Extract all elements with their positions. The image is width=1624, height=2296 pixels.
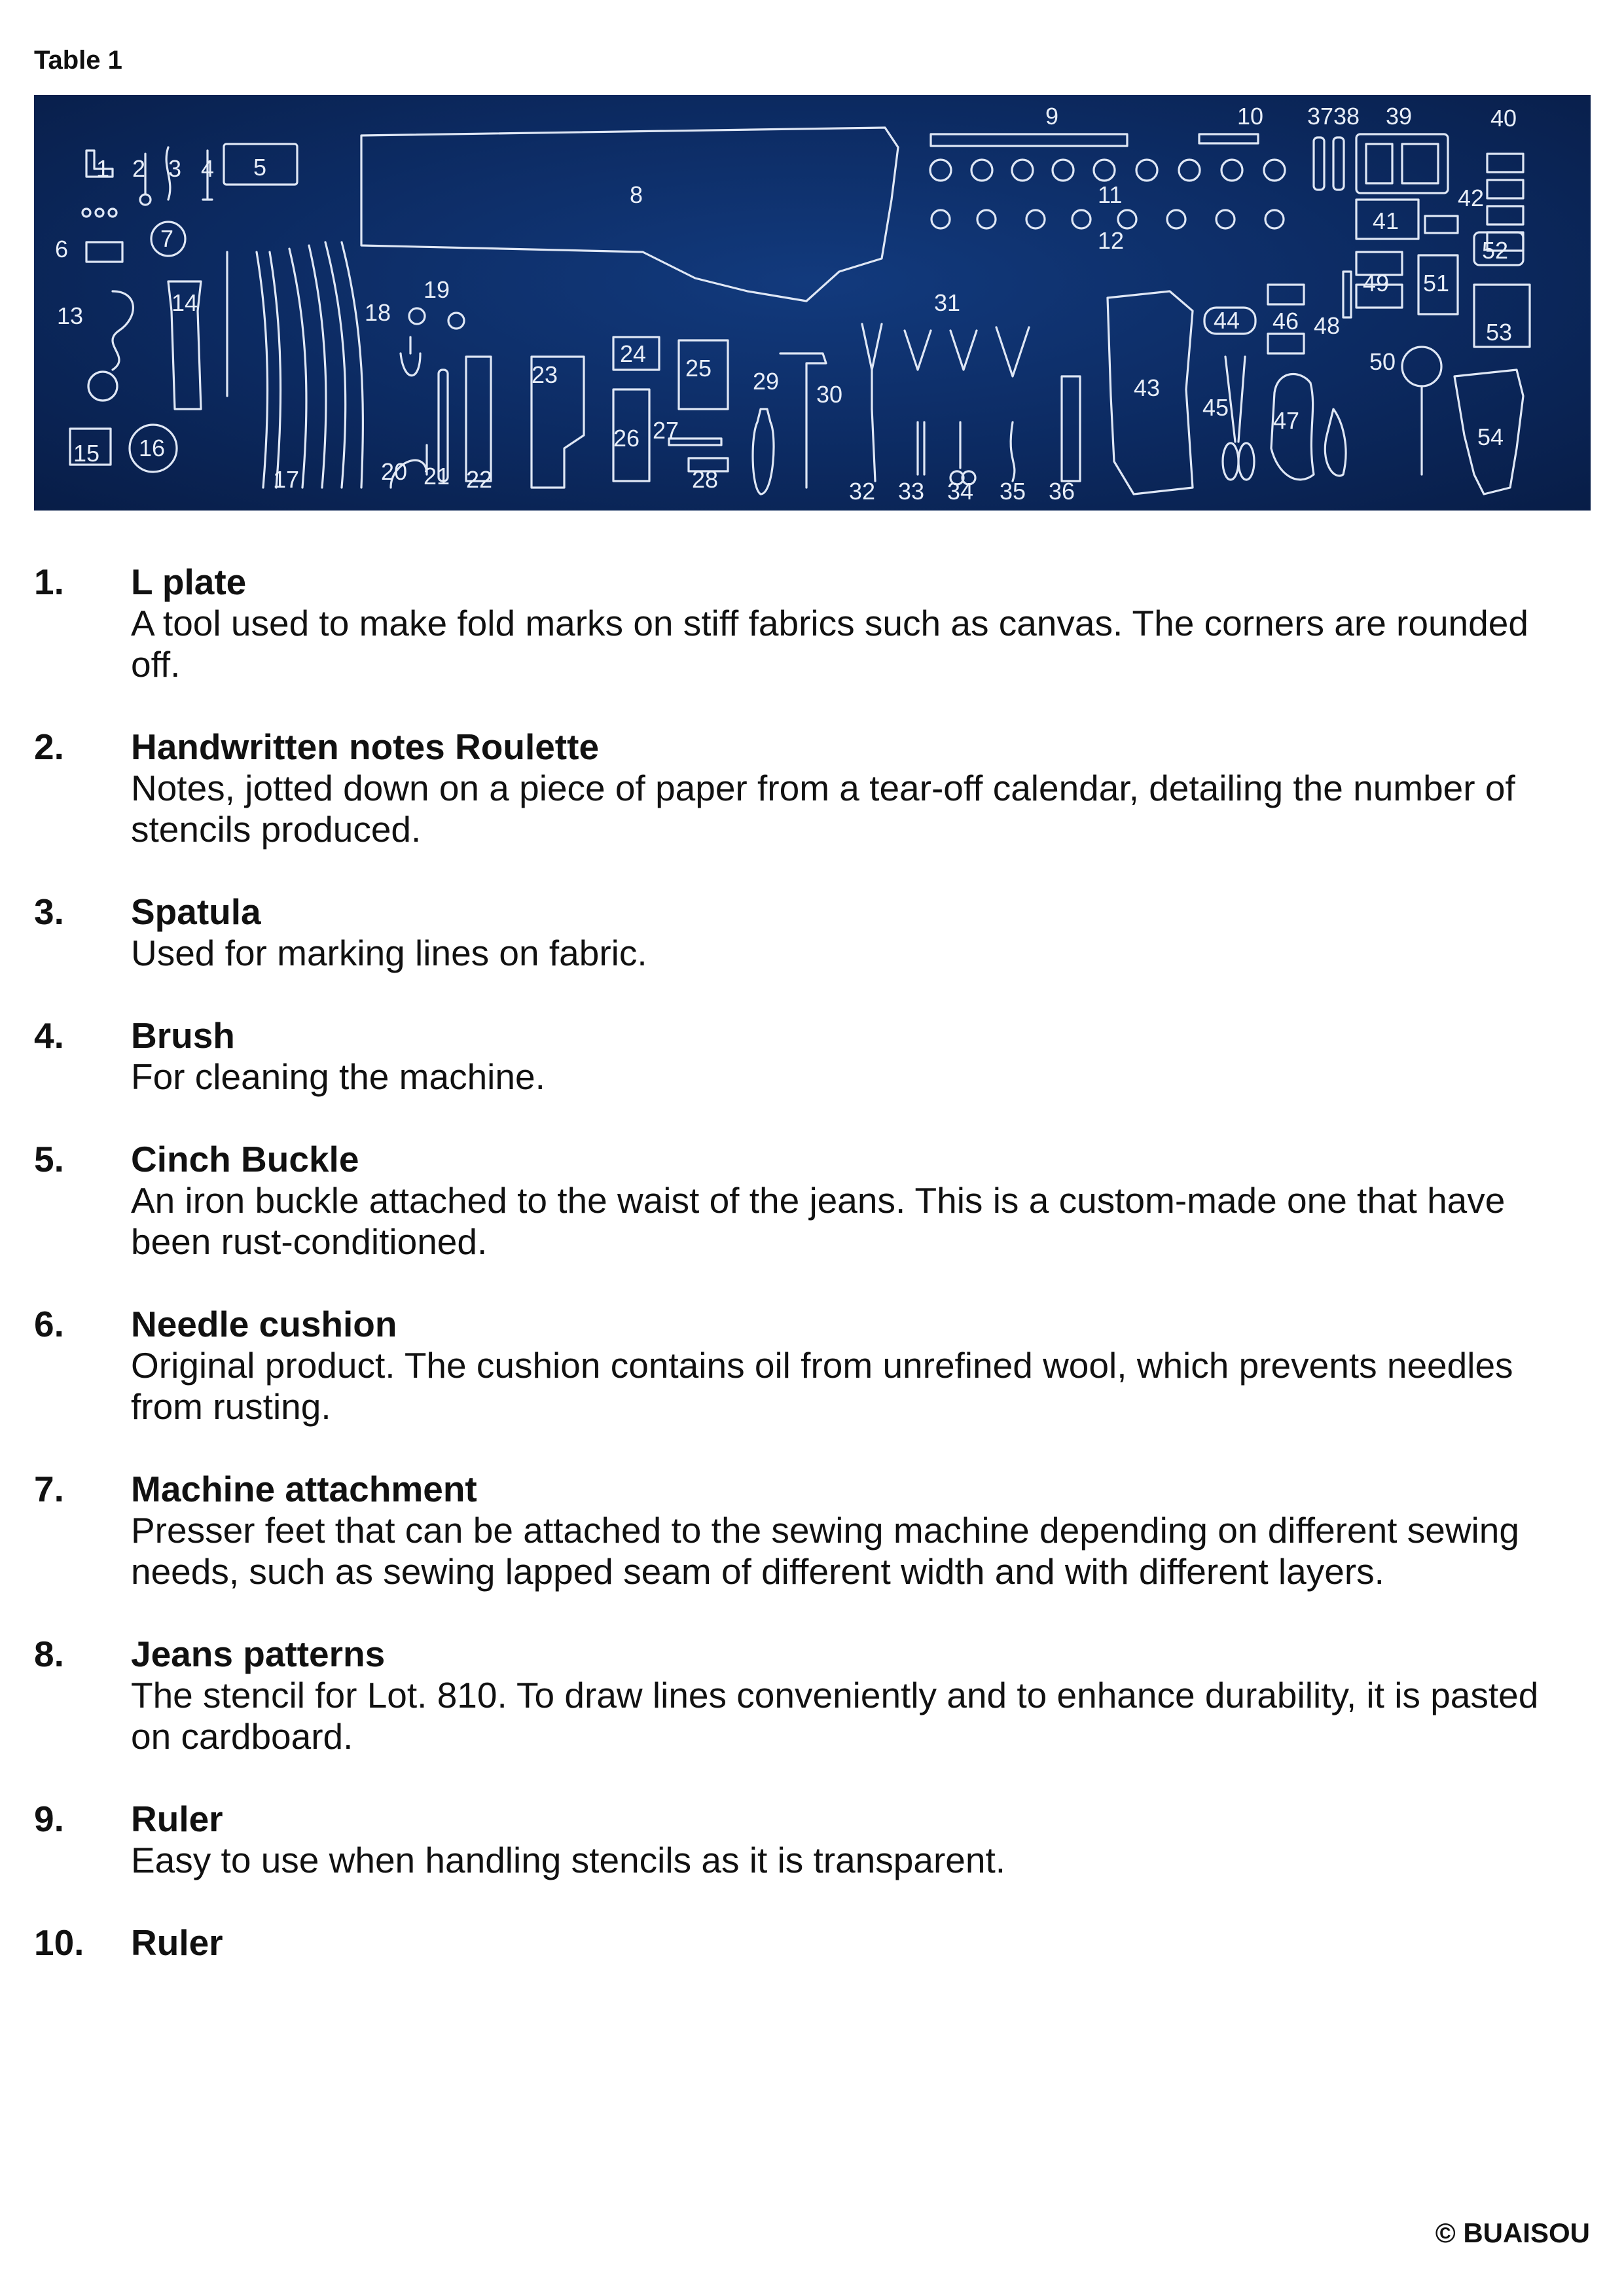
list-item: [34, 1469, 1559, 1592]
figure-label: 40: [1490, 105, 1517, 132]
figure-label: 43: [1134, 374, 1161, 401]
item-number: 4.: [34, 1015, 64, 1056]
tools-outline-drawing: [34, 95, 1591, 511]
figure-label: 25: [685, 355, 712, 382]
item-title: Jeans patterns: [131, 1634, 386, 1674]
figure-label: 29: [753, 368, 780, 395]
figure-label: 31: [934, 289, 961, 316]
figure-label: 6: [55, 236, 69, 262]
figure-label: 32: [849, 478, 876, 505]
figure-label: 23: [532, 361, 558, 388]
item-description: The stencil for Lot. 810. To draw lines conveniently and to enhance durability, it is pasted on cardboard.: [131, 1675, 1539, 1757]
item-number: 7.: [34, 1469, 64, 1509]
figure-label: 33: [898, 478, 925, 505]
figure-label: 37: [1307, 103, 1334, 130]
list-item: [34, 891, 1559, 974]
figure-label: 22: [466, 466, 493, 493]
figure-label: 9: [1045, 103, 1059, 130]
list-item: [34, 1799, 1559, 1881]
figure-label: 45: [1202, 394, 1229, 421]
item-description: An iron buckle attached to the waist of the jeans. This is a custom-made one that have been rust-conditioned.: [131, 1180, 1506, 1262]
item-number: 10.: [34, 1922, 84, 1963]
figure-label: 44: [1214, 307, 1240, 334]
item-number: 6.: [34, 1304, 64, 1344]
item-number: 2.: [34, 726, 64, 767]
item-title: L plate: [131, 562, 247, 602]
figure-label: 51: [1423, 270, 1450, 296]
figure-label: 15: [73, 440, 100, 467]
item-description: Used for marking lines on fabric.: [131, 933, 647, 973]
figure-label: 41: [1373, 207, 1399, 234]
figure-label: 42: [1458, 185, 1485, 211]
figure-label: 21: [424, 463, 450, 490]
list-item: [34, 726, 1559, 850]
list-item: [34, 1304, 1559, 1427]
figure-label: 2: [132, 155, 146, 182]
item-description: For cleaning the machine.: [131, 1056, 545, 1097]
list-item: [34, 1634, 1559, 1757]
tool-outlines: [70, 128, 1530, 494]
figure-label: 52: [1482, 237, 1509, 264]
figure-label: 35: [1000, 478, 1026, 505]
item-title: Machine attachment: [131, 1469, 477, 1509]
figure-label: 8: [630, 181, 643, 208]
item-number: 3.: [34, 891, 64, 932]
figure-label: 47: [1273, 407, 1300, 434]
figure-label: 19: [424, 276, 450, 303]
figure-label: 5: [253, 154, 267, 181]
item-title: Ruler: [131, 1799, 223, 1839]
item-title: Needle cushion: [131, 1304, 397, 1344]
figure-label: 10: [1237, 103, 1264, 130]
figure-label: 34: [947, 478, 974, 505]
figure-label: 38: [1333, 103, 1360, 130]
figure-label: 17: [273, 466, 300, 493]
item-description: Easy to use when handling stencils as it is transparent.: [131, 1840, 1006, 1880]
list-item: [34, 1922, 1559, 1964]
figure-label: 13: [57, 302, 84, 329]
figure-label: 14: [171, 289, 198, 316]
figure-label: 30: [816, 381, 843, 408]
item-title: Spatula: [131, 891, 261, 932]
item-description: Presser feet that can be attached to the sewing machine depending on different sewing needs, such as sewing lapped seam of different width and with different layers.: [131, 1510, 1519, 1592]
figure-label: 50: [1369, 348, 1396, 375]
item-description: Original product. The cushion contains oil from unrefined wool, which prevents needles from rusting.: [131, 1345, 1513, 1427]
figure-label: 12: [1098, 227, 1125, 254]
figure-label: 26: [613, 425, 640, 452]
item-number: 9.: [34, 1799, 64, 1839]
copyright-notice: © BUAISOU: [1435, 2217, 1590, 2248]
figure-label: 46: [1272, 308, 1299, 334]
list-item: [34, 1015, 1559, 1098]
figure-label: 53: [1486, 319, 1513, 346]
item-title: Ruler: [131, 1922, 223, 1963]
figure-label: 11: [1098, 181, 1123, 208]
figure-label: 24: [620, 340, 647, 367]
item-description: Notes, jotted down on a piece of paper from a tear-off calendar, detailing the number of stencils produced.: [131, 768, 1515, 850]
item-title: Handwritten notes Roulette: [131, 726, 600, 767]
figure-label: 3: [168, 155, 182, 182]
table-title: Table 1: [34, 46, 122, 75]
list-item: [34, 1139, 1559, 1263]
figure-label: 27: [653, 417, 679, 444]
item-title: Cinch Buckle: [131, 1139, 359, 1179]
figure-label: 18: [365, 299, 391, 326]
figure-label: 39: [1386, 103, 1413, 130]
figure-label: 54: [1477, 423, 1504, 450]
figure-label: 4: [201, 155, 215, 182]
item-number: 8.: [34, 1634, 64, 1674]
figure-label: 7: [160, 225, 174, 252]
figure-label: 20: [381, 458, 408, 485]
figure-label: 36: [1049, 478, 1075, 505]
item-description: A tool used to make fold marks on stiff fabrics such as canvas. The corners are rounded off.: [131, 603, 1528, 685]
figure-label: 49: [1363, 270, 1390, 296]
list-item: [34, 562, 1559, 685]
tools-illustration: [34, 95, 1591, 511]
item-number: 1.: [34, 562, 64, 602]
figure-label: 1: [96, 155, 110, 182]
figure-label: 28: [692, 466, 719, 493]
figure-label: 16: [139, 435, 166, 461]
item-list: [34, 562, 1559, 1964]
item-number: 5.: [34, 1139, 64, 1179]
figure-label: 48: [1314, 312, 1341, 339]
item-title: Brush: [131, 1015, 235, 1056]
